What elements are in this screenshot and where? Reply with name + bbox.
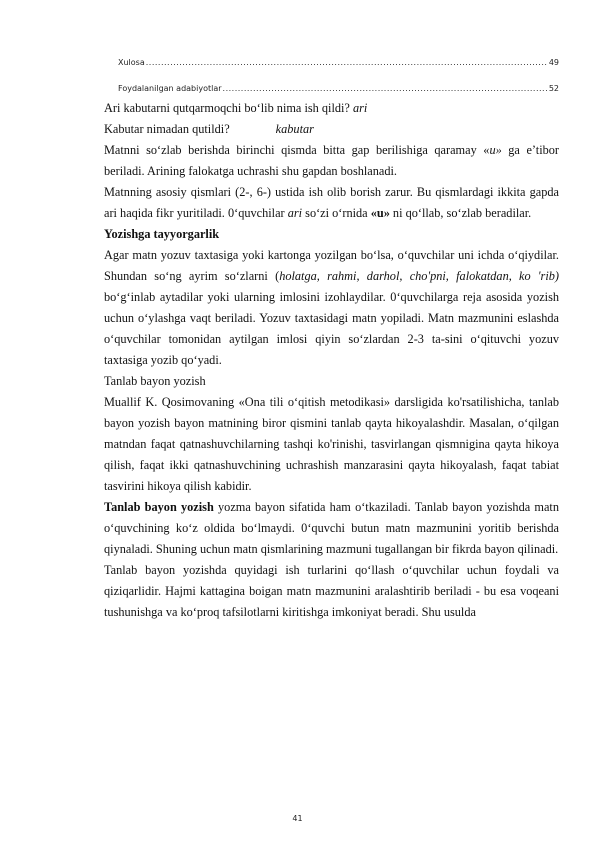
- toc-leader-dots: [146, 58, 548, 67]
- toc-entry-references[interactable]: [118, 84, 559, 93]
- paragraph-1: Matnni so‘zlab berishda birinchi qismda bitta gap berilishiga qaramay «u» ga e’tibor beriladi. Arining falokatga uchrashi shu gapdan boshlanadi.: [104, 143, 560, 178]
- paragraph-6: Tanlab bayon yozishda quyidagi ish turlarini qo‘llash o‘quvchilar uchun foydali va qiziqarlidir. Hajmi kattagina boigan matn mazmunini aralashtirib beriladi - bu esa voqeani tushunishga va ko‘proq tafsilotlarni kiritishga imkoniyat beradi. Shu usulda: [104, 563, 559, 619]
- heading-selective-summary: Tanlab bayon yozish: [104, 374, 206, 388]
- body-text: [104, 98, 559, 623]
- answer-1: ari: [352, 101, 368, 115]
- toc-title: Xulosa: [118, 58, 145, 67]
- question-2: Kabutar nimadan qutildi? kabutar: [104, 122, 314, 136]
- paragraph-2: Matnning asosiy qismlari (2-, 6-) ustida ish olib borish zarur. Bu qismlardagi ikkita gapda ari haqida fikr yuritiladi. 0‘quvchilar ari so‘zi o‘rnida «u» ni qo‘llab, so‘zlab beradilar.: [104, 185, 559, 220]
- toc-title: Foydalanilgan adabiyotlar: [118, 84, 222, 93]
- paragraph-3: Agar matn yozuv taxtasiga yoki kartonga yozilgan bo‘lsa, o‘quvchilar uni ichda o‘qiydilar. Shundan so‘ng ayrim so‘zlarni (holatga, rahmi, darhol, cho'pni, falokatdan, ko 'rib) bo‘g‘inlab aytadilar yoki ularning imlosini izohlaydilar. 0‘quvchilarga reja asosida yozish uchun o‘ylashga vaqt beriladi. Yozuv taxtasidagi matn yopiladi. Matn mazmunini eslashda o‘quvchilar tomonidan aytilgan imlosi qiyin so‘zlardan 2-3 ta-sini o‘qituvchi yozuv taxtasiga yozib qo‘yadi.: [104, 248, 559, 367]
- toc-page: 52: [548, 84, 559, 93]
- paragraph-5: Tanlab bayon yozish yozma bayon sifatida ham o‘tkaziladi. Tanlab bayon yozishda matn o‘quvchining ko‘z oldida bo‘lmaydi. 0‘quvchi butun matn mazmunini yoritib berishda qiynaladi. Shuning uchun matn qismlarining mazmuni tugallangan bir fikrda bayon qilinadi.: [104, 500, 559, 556]
- toc-page: 49: [548, 58, 559, 67]
- paragraph-4: Muallif K. Qosimovaning «Ona tili o‘qitish metodikasi» darsligida ko'rsatilishicha, tanlab bayon yozish bayon matnining biror qismini tanlab qayta hikoyalashdir. Masalan, o‘qilgan matndan faqat qatnashuvchilarning tashqi ko'rinishi, tasvirlangan qismnigina qayta hikoya qilish, faqat ikki qatnashuvchining uchrashish manzarasini qayta hikoyalash, faqat tabiat tasvirini hikoya qilish kabidir.: [104, 395, 559, 493]
- question-1: Ari kabutarni qutqarmoqchi bo‘lib nima ish qildi? ari: [104, 101, 368, 115]
- toc-entry-conclusion[interactable]: [118, 58, 559, 67]
- heading-preparation: Yozishga tayyorgarlik: [104, 227, 220, 241]
- answer-2: kabutar: [275, 122, 314, 136]
- page-number: 41: [292, 814, 303, 823]
- toc-leader-dots: [223, 84, 548, 93]
